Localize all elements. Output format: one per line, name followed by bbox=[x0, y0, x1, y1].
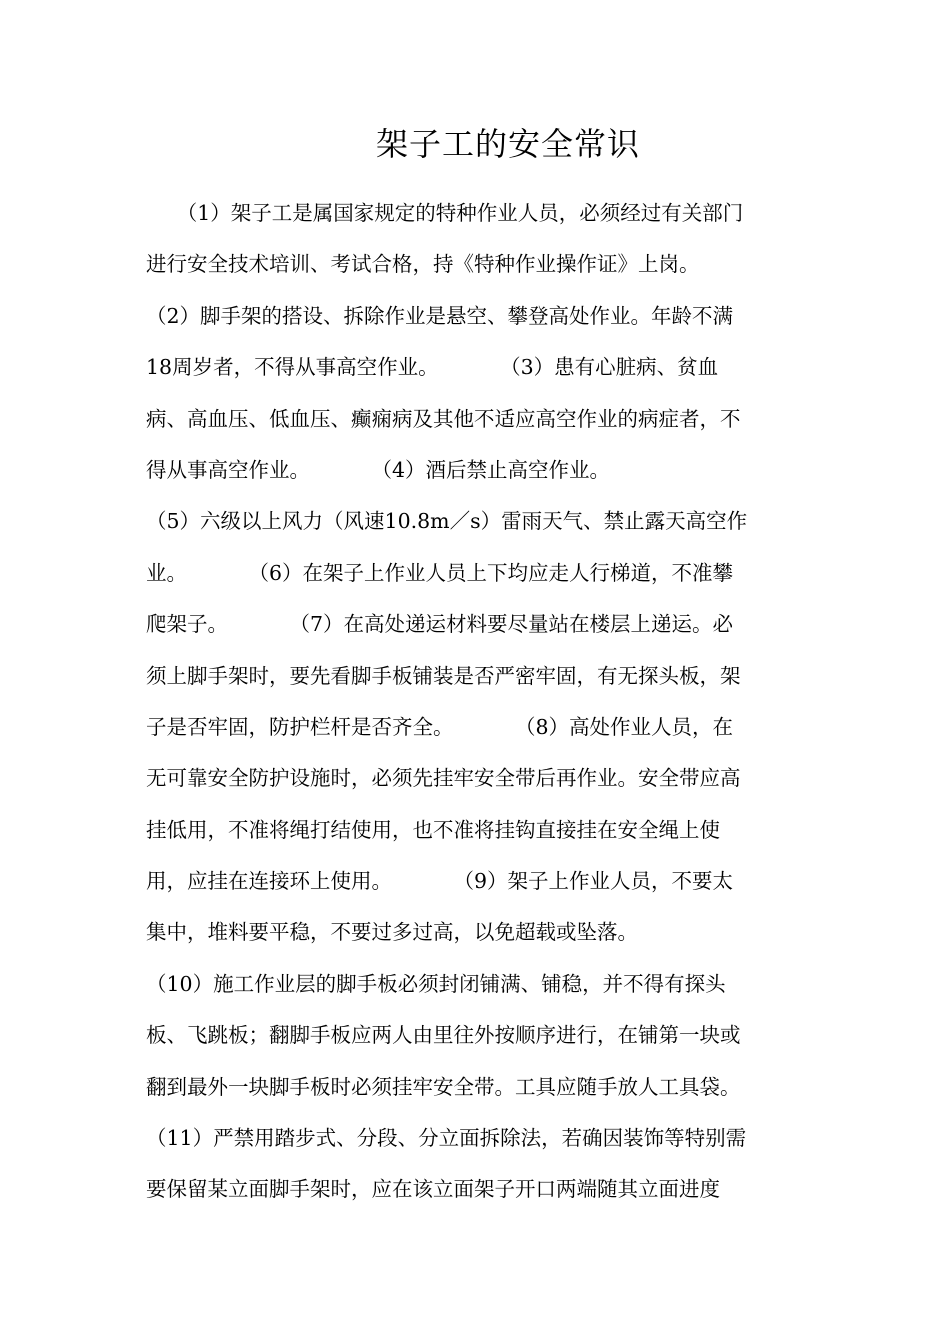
text-line: 爬架子。 （7）在高处递运材料要尽量站在楼层上递运。必 bbox=[146, 612, 734, 637]
document-body bbox=[146, 188, 806, 1216]
text-line: 挂低用，不准将绳打结使用，也不准将挂钩直接挂在安全绳上使 bbox=[146, 817, 720, 842]
document-title: 架子工的安全常识 bbox=[375, 125, 640, 163]
text-line: 无可靠安全防护设施时，必须先挂牢安全带后再作业。安全带应高 bbox=[146, 766, 741, 791]
text-line: 翻到最外一块脚手板时必须挂牢安全带。工具应随手放人工具袋。 bbox=[146, 1074, 741, 1099]
text-line: 18周岁者，不得从事高空作业。 （3）患有心脏病、贫血 bbox=[146, 355, 719, 380]
text-line: 集中，堆料要平稳，不要过多过高，以免超载或坠落。 bbox=[146, 920, 638, 945]
text-line: 进行安全技术培训、考试合格，持《特种作业操作证》上岗。 bbox=[146, 252, 700, 277]
text-line: （5）六级以上风力（风速10.8m／s）雷雨天气、禁止露天高空作 bbox=[146, 509, 748, 534]
text-line: （2）脚手架的搭设、拆除作业是悬空、攀登高处作业。年龄不满 bbox=[146, 303, 734, 328]
text-line: 业。 （6）在架子上作业人员上下均应走人行梯道，不准攀 bbox=[146, 560, 734, 585]
text-line: 板、飞跳板；翻脚手板应两人由里往外按顺序进行，在铺第一块或 bbox=[146, 1023, 741, 1048]
text-line: （10）施工作业层的脚手板必须封闭铺满、铺稳，并不得有探头 bbox=[146, 971, 726, 996]
text-line: 用，应挂在连接环上使用。 （9）架子上作业人员，不要太 bbox=[146, 869, 734, 894]
text-line: 要保留某立面脚手架时，应在该立面架子开口两端随其立面进度 bbox=[146, 1177, 720, 1202]
text-line: 子是否牢固，防护栏杆是否齐全。 （8）高处作业人员，在 bbox=[146, 714, 734, 739]
text-line: （11）严禁用踏步式、分段、分立面拆除法，若确因装饰等特别需 bbox=[146, 1126, 747, 1151]
text-line: （1）架子工是属国家规定的特种作业人员，必须经过有关部门 bbox=[146, 201, 744, 225]
text-line: 得从事高空作业。 （4）酒后禁止高空作业。 bbox=[146, 457, 611, 482]
text-line: 须上脚手架时，要先看脚手板铺装是否严密牢固，有无探头板，架 bbox=[146, 663, 741, 688]
text-line: 病、高血压、低血压、癫痫病及其他不适应高空作业的病症者，不 bbox=[146, 406, 741, 431]
